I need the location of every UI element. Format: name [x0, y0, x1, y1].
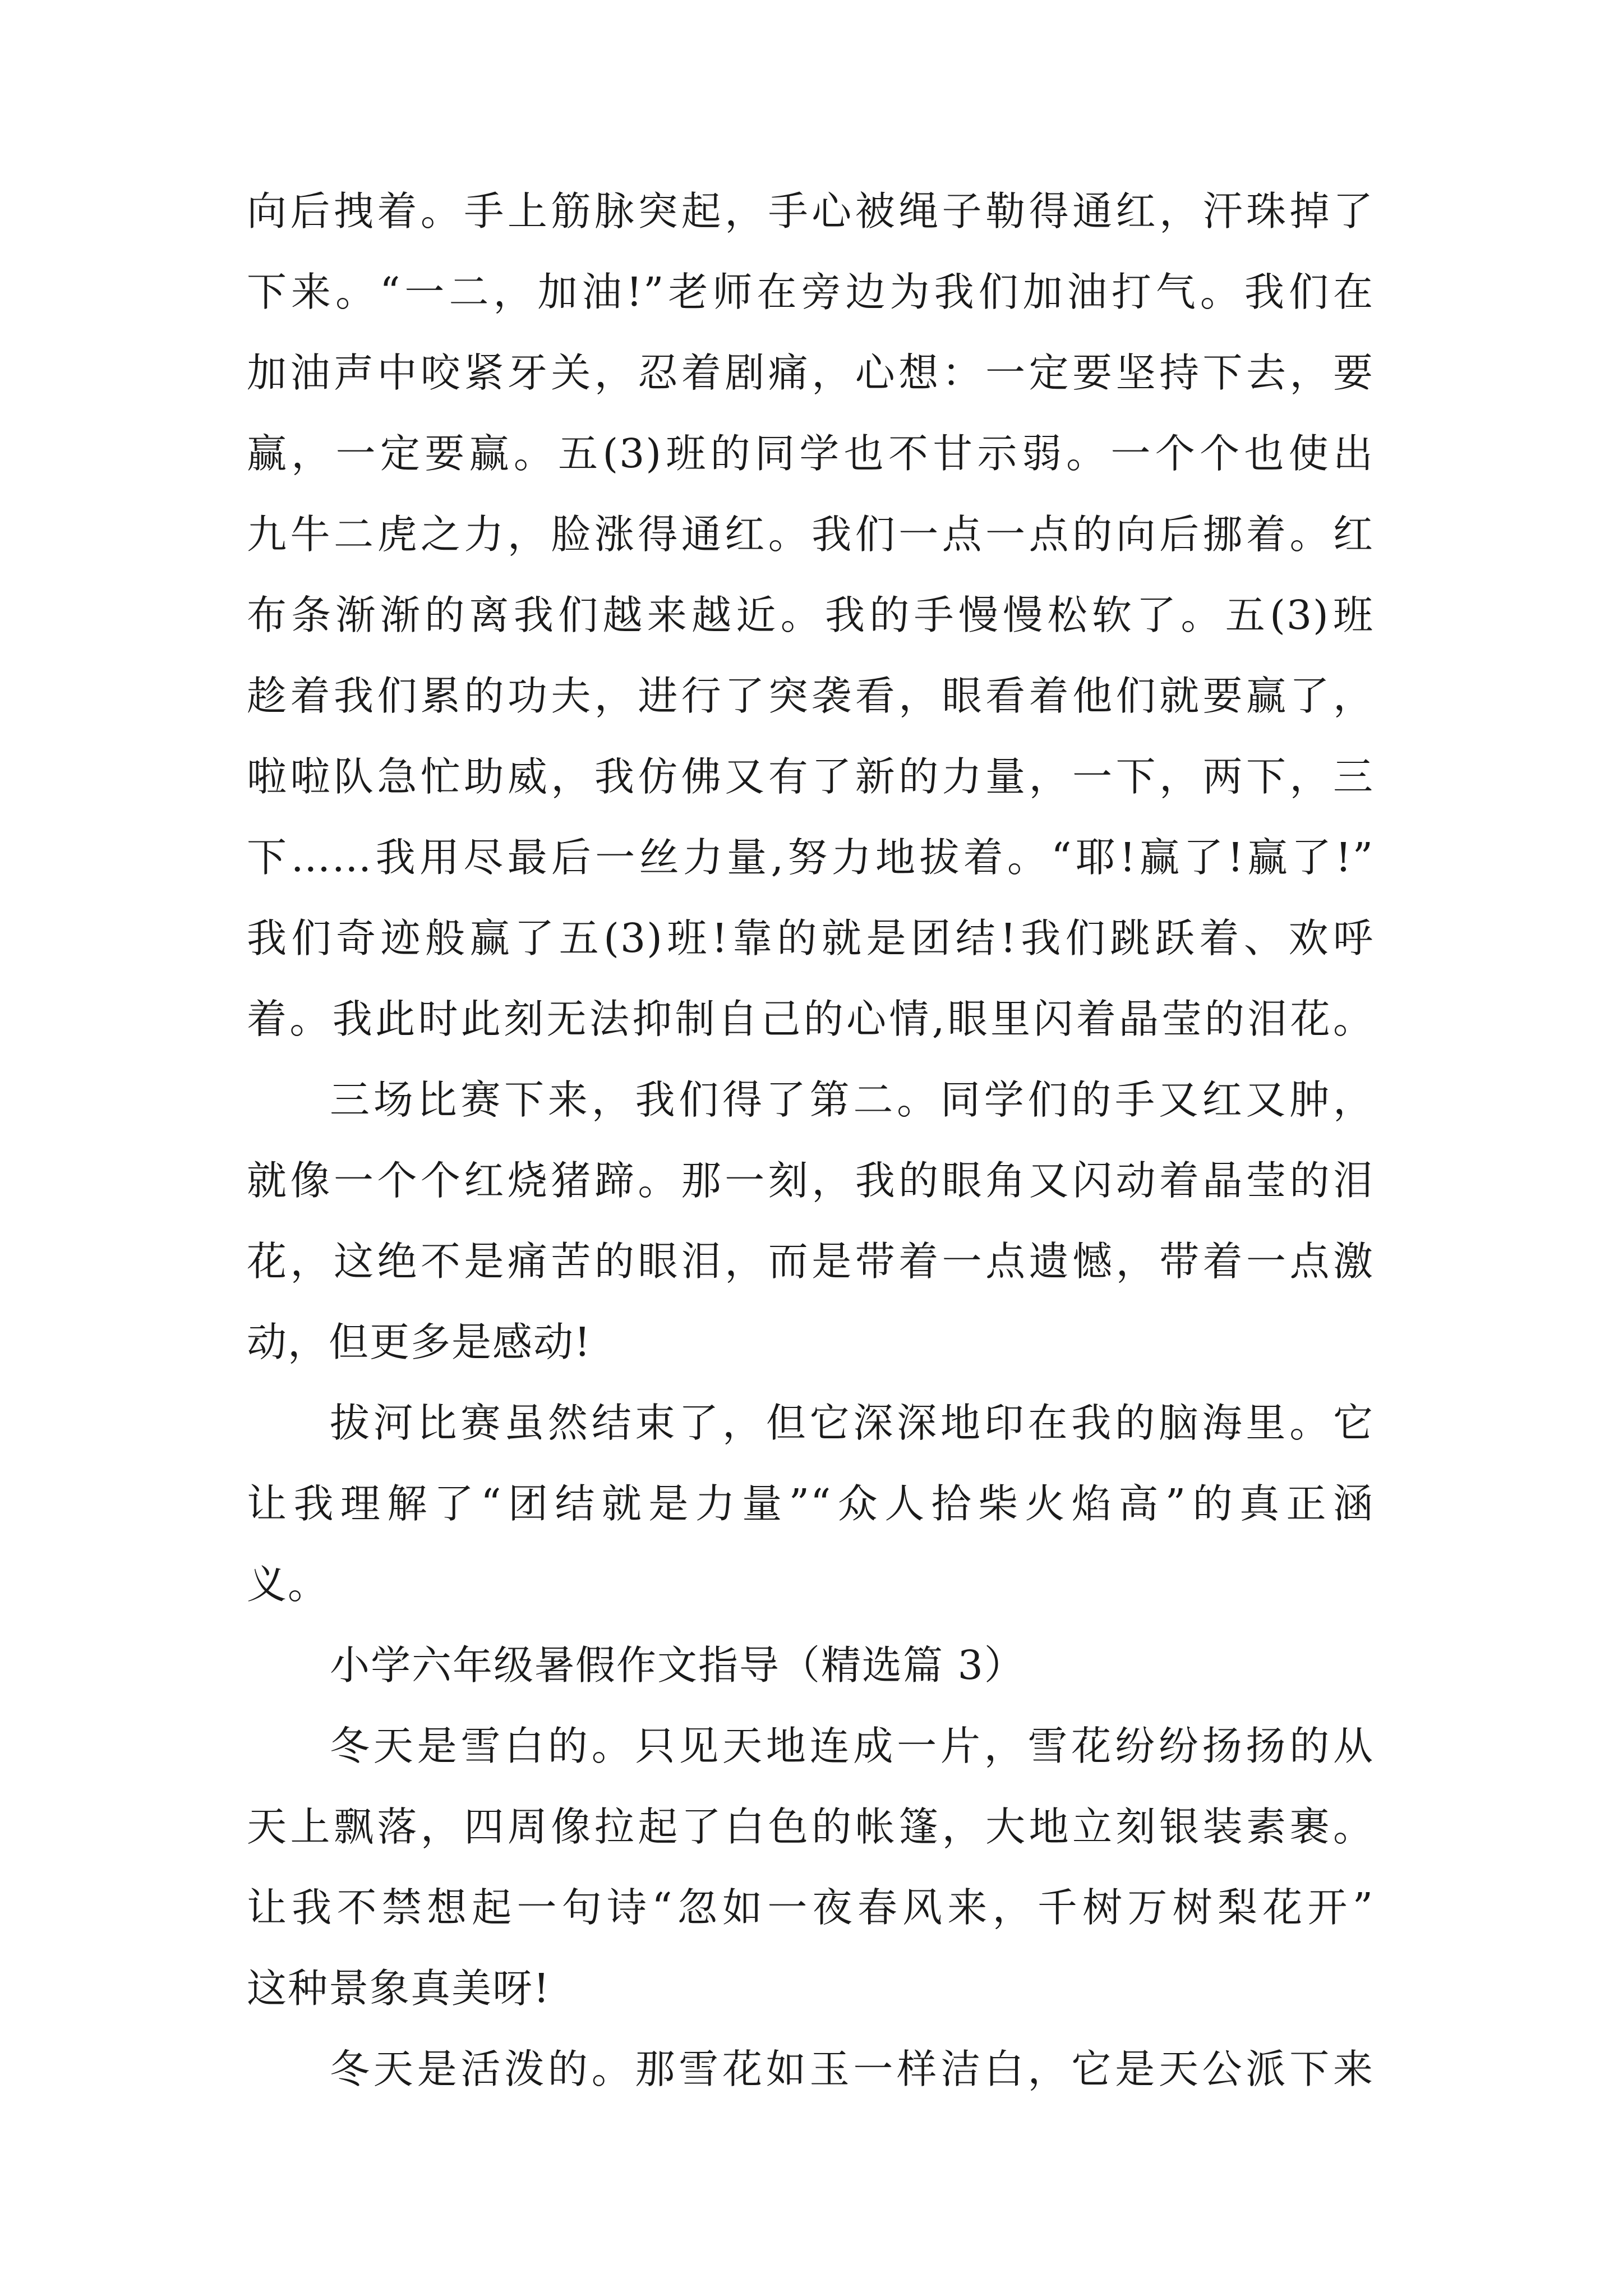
text-line: 赢，一定要赢。五(3)班的同学也不甘示弱。一个个也使出: [247, 430, 1374, 477]
text-line: 动，但更多是感动!: [247, 1319, 592, 1365]
text-line: 拔河比赛虽然结束了，但它深深地印在我的脑海里。它: [330, 1400, 1374, 1446]
text-line: 我们奇迹般赢了五(3)班!靠的就是团结!我们跳跃着、欢呼: [247, 915, 1374, 961]
text-line: 让我理解了“团结就是力量”“众人拾柴火焰高”的真正涵: [247, 1480, 1374, 1527]
text-line: 啦啦队急忙助威，我仿佛又有了新的力量，一下，两下，三: [247, 753, 1374, 800]
text-line: 就像一个个红烧猪蹄。那一刻，我的眼角又闪动着晶莹的泪: [247, 1157, 1374, 1204]
text-line: 趁着我们累的功夫，进行了突袭看，眼看着他们就要赢了，: [247, 673, 1374, 719]
body-text: [247, 171, 1374, 2110]
text-line: 向后拽着。手上筋脉突起，手心被绳子勒得通红，汗珠掉了: [247, 188, 1374, 234]
text-line: 小学六年级暑假作文指导（精选篇 3）: [330, 1642, 1025, 1688]
text-line: 天上飘落，四周像拉起了白色的帐篷，大地立刻银装素裹。: [247, 1803, 1374, 1850]
text-line: 下来。“一二，加油!”老师在旁边为我们加油打气。我们在: [247, 269, 1374, 315]
text-line: 花，这绝不是痛苦的眼泪，而是带着一点遗憾，带着一点激: [247, 1238, 1374, 1285]
text-line: 加油声中咬紧牙关，忍着剧痛，心想：一定要坚持下去，要: [247, 349, 1374, 396]
text-line: 冬天是活泼的。那雪花如玉一样洁白，它是天公派下来: [330, 2046, 1374, 2092]
text-line: 九牛二虎之力，脸涨得通红。我们一点一点的向后挪着。红: [247, 511, 1374, 558]
text-line: 着。我此时此刻无法抑制自己的心情,眼里闪着晶莹的泪花。: [247, 996, 1374, 1042]
text-line: 冬天是雪白的。只见天地连成一片，雪花纷纷扬扬的从: [330, 1723, 1374, 1769]
text-line: 三场比赛下来，我们得了第二。同学们的手又红又肿，: [330, 1076, 1374, 1123]
text-line: 义。: [247, 1561, 329, 1608]
text-line: 让我不禁想起一句诗“忽如一夜春风来，千树万树梨花开”: [247, 1884, 1374, 1931]
text-line: 这种景象真美呀!: [247, 1965, 551, 2012]
text-line: 下……我用尽最后一丝力量,努力地拔着。“耶!赢了!赢了!”: [247, 834, 1374, 881]
text-line: 布条渐渐的离我们越来越近。我的手慢慢松软了。五(3)班: [247, 592, 1374, 638]
